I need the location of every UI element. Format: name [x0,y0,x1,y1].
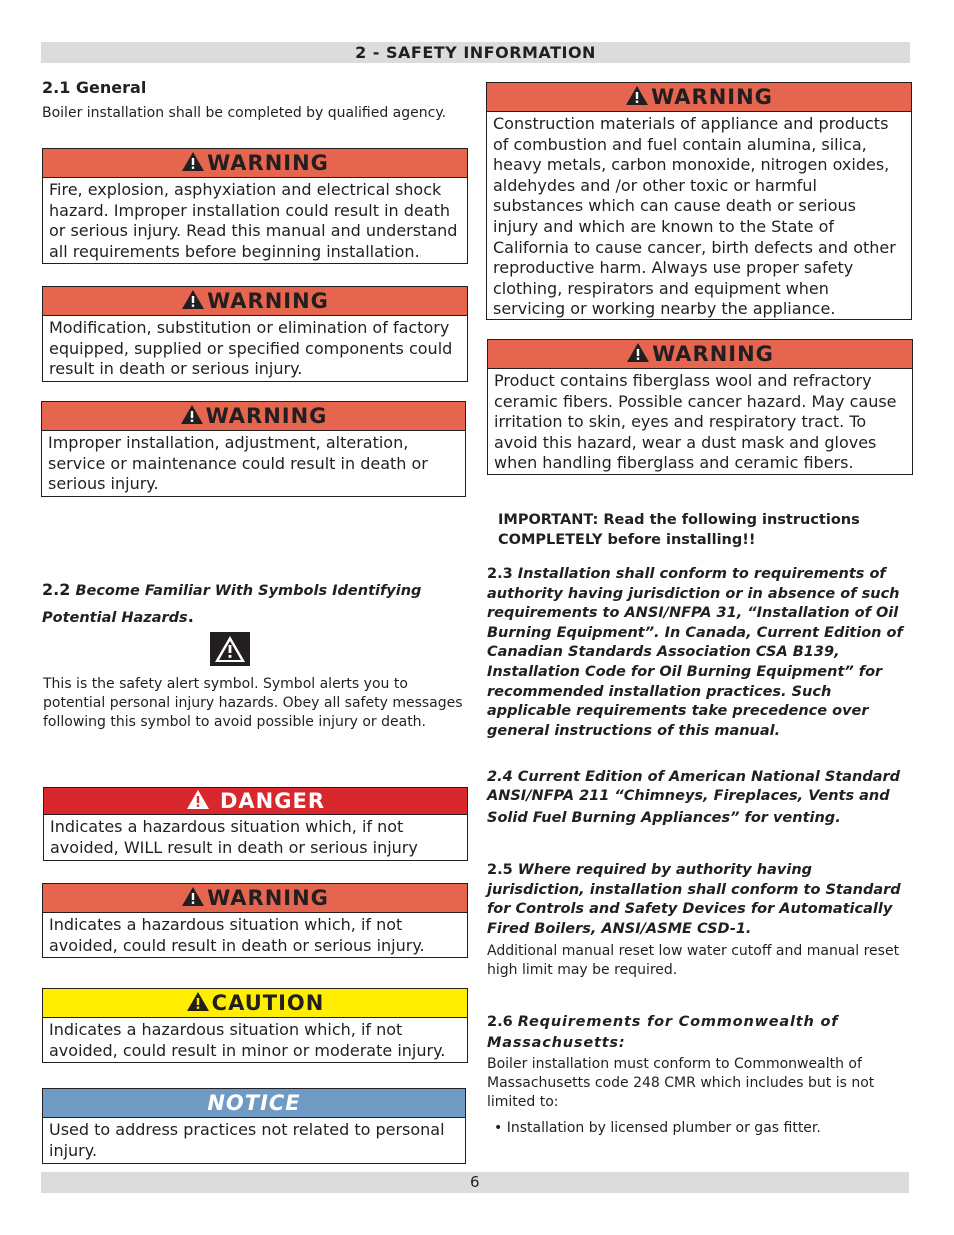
warning-box-right-1 [486,82,912,320]
warning-label: WARNING [207,289,329,313]
warning-label: WARNING [205,404,328,428]
warning-triangle-icon [626,342,650,363]
section-header-bar [41,42,910,63]
section-title: 2 - SAFETY INFORMATION [355,43,596,62]
general-text: Boiler installation shall be completed by qualified agency. [42,105,447,121]
section-2-5-number: 2.5 [487,862,513,878]
section-2-3-number: 2.3 [487,566,513,582]
warning-triangle-icon [625,85,649,106]
warning-header [42,402,465,431]
caution-header [43,989,467,1018]
danger-label: DANGER [219,789,325,813]
section-2-2-title-line2-wrap [42,607,194,628]
section-2-3 [487,564,912,740]
section-2-2-title [42,580,472,601]
section-2-2-text: This is the safety alert symbol. Symbol alerts you to potential personal injury hazards. Obey all safety messages following this symbol to avoid possible injury or death. [43,676,463,730]
warning-text: Improper installation, adjustment, alteration, service or maintenance could result in death or serious injury. [48,433,428,494]
bullet-icon: • [494,1120,507,1136]
section-2-4-line2: ANSI/NFPA 211 “Chimneys, Fireplaces, Vents and [487,788,890,804]
warning-box-1 [42,148,468,264]
section-2-5-note: Additional manual reset low water cutoff and manual reset high limit may be required. [487,943,900,978]
section-2-6-heading [487,1011,887,1053]
warning-label: WARNING [652,342,774,366]
caution-text: Indicates a hazardous situation which, if not avoided, could result in minor or moderate injury. [49,1020,446,1060]
warning-triangle-icon [181,151,205,172]
section-2-2-title-line2: Potential Hazards [42,610,188,626]
section-2-2-title-line1: Become Familiar With Symbols Identifying [75,583,422,599]
caution-label: CAUTION [211,991,325,1015]
warning-box-2 [42,286,468,382]
warning-label: WARNING [207,886,329,910]
warning-header [43,884,467,913]
warning-box-3 [41,401,466,497]
notice-label: NOTICE [207,1091,301,1115]
section-2-4-line3: Solid Fuel Burning Appliances” for venting. [487,810,841,826]
section-2-4-line1: 2.4 Current Edition of American National Standard [487,769,901,785]
warning-header [43,149,467,178]
warning-label: WARNING [207,151,329,175]
danger-box [43,787,468,861]
section-2-5-text: Where required by authority having jurisdiction, installation shall conform to Standard for Controls and Safety Devices for Automatically Fired Boilers, ANSI/ASME CSD-1. [487,862,901,937]
warning-header [487,83,911,112]
warning-label: WARNING [651,85,773,109]
page-number: 6 [469,1173,481,1191]
footer-bar [41,1172,909,1193]
notice-text: Used to address practices not related to personal injury. [49,1120,445,1160]
caution-box [42,988,468,1063]
danger-triangle-icon [186,789,210,810]
section-2-6-text: Boiler installation must conform to Commonwealth of Massachusetts code 248 CMR which includes but is not limited to: [487,1056,875,1110]
section-2-6-bullet-item [494,1119,894,1138]
section-2-6-title: Requirements for Commonwealth of Massachusetts: [487,1014,839,1051]
warning-text: Fire, explosion, asphyxiation and electrical shock hazard. Improper installation could result in death or serious injury. Read this manual and understand all requirements before beginning installation. [49,180,458,261]
section-2-2-period: . [187,607,194,626]
important-note: IMPORTANT: Read the following instructions COMPLETELY before installing!! [498,512,860,548]
safety-alert-symbol-icon [210,632,250,666]
section-2-6-number: 2.6 [487,1014,513,1030]
section-2-5 [487,860,912,938]
warning-definition-box [42,883,468,958]
notice-header [43,1089,465,1118]
caution-triangle-icon [186,991,210,1012]
warning-triangle-icon [181,289,205,310]
section-2-6-bullet: Installation by licensed plumber or gas fitter. [506,1120,821,1136]
warning-text: Construction materials of appliance and products of combustion and fuel contain alumina, silica, heavy metals, carbon monoxide, nitrogen oxides, aldehydes and /or other toxic or harmful substances which can cause death or serious injury and which are known to the State of California to cause cancer, birth defects and other reproductive harm. Always use proper safety clothing, respirators and equipment when servicing or working nearby the appliance. [493,114,896,319]
warning-triangle-icon [181,886,205,907]
warning-text: Modification, substitution or elimination of factory equipped, supplied or specified components could result in death or serious injury. [49,318,453,379]
section-2-2-number: 2.2 [42,580,71,599]
warning-definition-text: Indicates a hazardous situation which, if not avoided, could result in death or serious injury. [49,915,425,955]
danger-text: Indicates a hazardous situation which, if not avoided, WILL result in death or serious injury [50,817,418,857]
danger-header [44,788,467,815]
warning-header [488,340,912,369]
warning-text: Product contains fiberglass wool and refractory ceramic fibers. Possible cancer hazard. May cause irritation to skin, eyes and respiratory tract. To avoid this hazard, wear a dust mask and gloves when handling fiberglass and ceramic fibers. [494,371,897,473]
warning-triangle-icon [180,404,204,425]
warning-box-right-2 [487,339,913,475]
section-2-3-text: Installation shall conform to requirements of authority having jurisdiction or in absence of such requirements to ANSI/NFPA 31, “Installation of Oil Burning Equipment”. In Canada, Current Edition of Canadian Standards Association CSA B139, Installation Code for Oil Burning Equipment” for recommended installation practices. Such applicable requirements take precedence over general instructions of this manual. [487,566,903,739]
general-heading: 2.1 General [42,78,147,97]
warning-header [43,287,467,316]
notice-box [42,1088,466,1164]
